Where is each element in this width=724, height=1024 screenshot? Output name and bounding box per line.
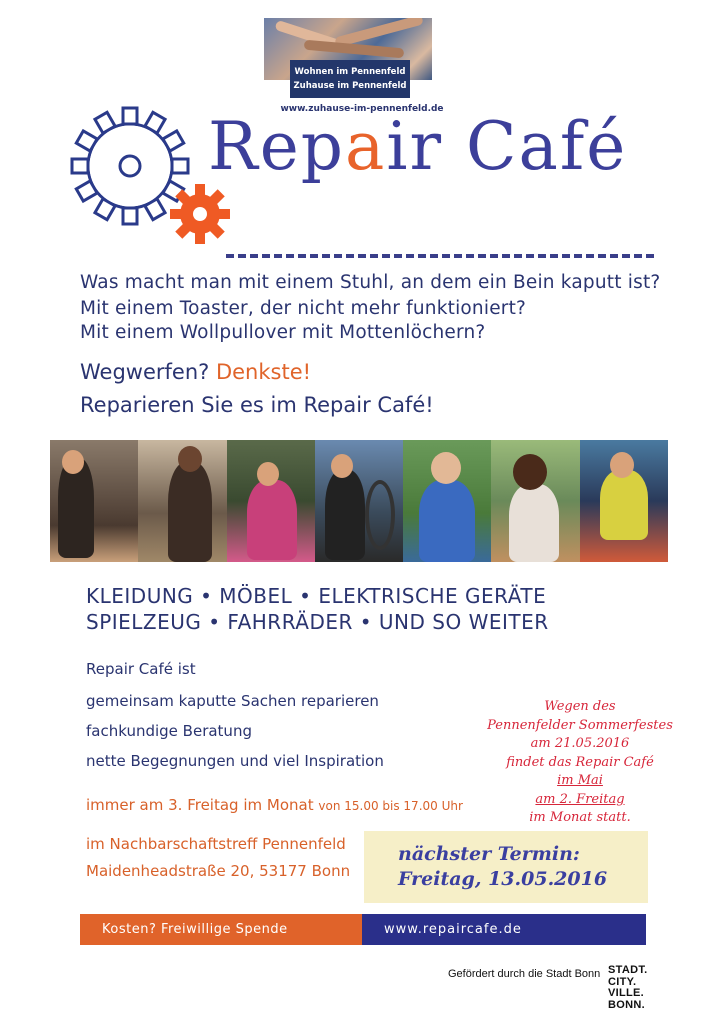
photo-7 [580,440,668,562]
answer-line-1: Wegwerfen? Denkste! [80,360,312,384]
notice-line: am 21.05.2016 [530,736,630,751]
photo-3 [227,440,315,562]
next-date-box [364,831,648,903]
info-line-1: Repair Café ist [86,660,196,678]
city-logo-line: STADT. [608,964,648,976]
photo-6 [491,440,579,562]
dashed-divider [226,254,654,258]
info-line-2: gemeinsam kaputte Sachen reparieren [86,692,379,710]
photo-5 [403,440,491,562]
categories-line-2: SPIELZEUG • FAHRRÄDER • UND SO WEITER [86,610,549,634]
info-line-4: nette Begegnungen und viel Inspiration [86,752,384,770]
logo-url: www.zuhause-im-pennenfeld.de [280,104,444,114]
venue-line-1: im Nachbarschaftstreff Pennenfeld [86,835,346,853]
gear-orange-icon [170,184,230,244]
next-date-value: Freitag, 13.05.2016 [398,868,608,890]
photo-2 [138,440,226,562]
notice-line: im Mai [557,773,603,788]
logo-line1: Wohnen im Pennenfeld [294,67,406,77]
website-bar[interactable]: www.repaircafe.de [362,914,646,945]
notice-line: Wegen des [544,699,616,714]
cost-bar: Kosten? Freiwillige Spende [80,914,362,945]
next-date-label: nächster Termin: [398,843,580,865]
logo-line2: Zuhause im Pennenfeld [293,81,407,91]
city-logo-line: CITY. [608,975,637,988]
notice-line: am 2. Freitag [535,791,625,807]
notice-line: findet das Repair Café [506,754,654,770]
question-2: Mit einem Toaster, der nicht mehr funktioniert? [80,298,527,319]
photo-4 [315,440,403,562]
categories-line-1: KLEIDUNG • MÖBEL • ELEKTRISCHE GERÄTE [86,584,547,608]
funded-by-text: Gefördert durch die Stadt Bonn [448,968,601,980]
question-1: Was macht man mit einem Stuhl, an dem ein Bein kaputt ist? [80,272,661,293]
photo-strip [50,440,668,562]
notice-line: Pennenfelder Sommerfestes [487,717,673,733]
venue-line-2: Maidenheadstraße 20, 53177 Bonn [86,862,351,880]
question-3: Mit einem Wollpullover mit Mottenlöchern? [80,322,486,343]
city-logo-line: BONN. [608,998,645,1011]
city-logo-line: VILLE. [608,987,645,999]
gear-outline-icon [72,108,188,224]
photo-1 [50,440,138,562]
logo-box [290,60,410,98]
schedule: immer am 3. Freitag im Monat von 15.00 bis 17.00 Uhr [86,796,463,814]
notice-text [462,698,698,828]
city-logo [608,965,647,1011]
notice-line: im Monat statt. [529,810,631,825]
page-title: Repair Café [208,108,628,185]
answer-line-2: Reparieren Sie es im Repair Café! [80,393,434,417]
info-line-3: fachkundige Beratung [86,722,252,740]
